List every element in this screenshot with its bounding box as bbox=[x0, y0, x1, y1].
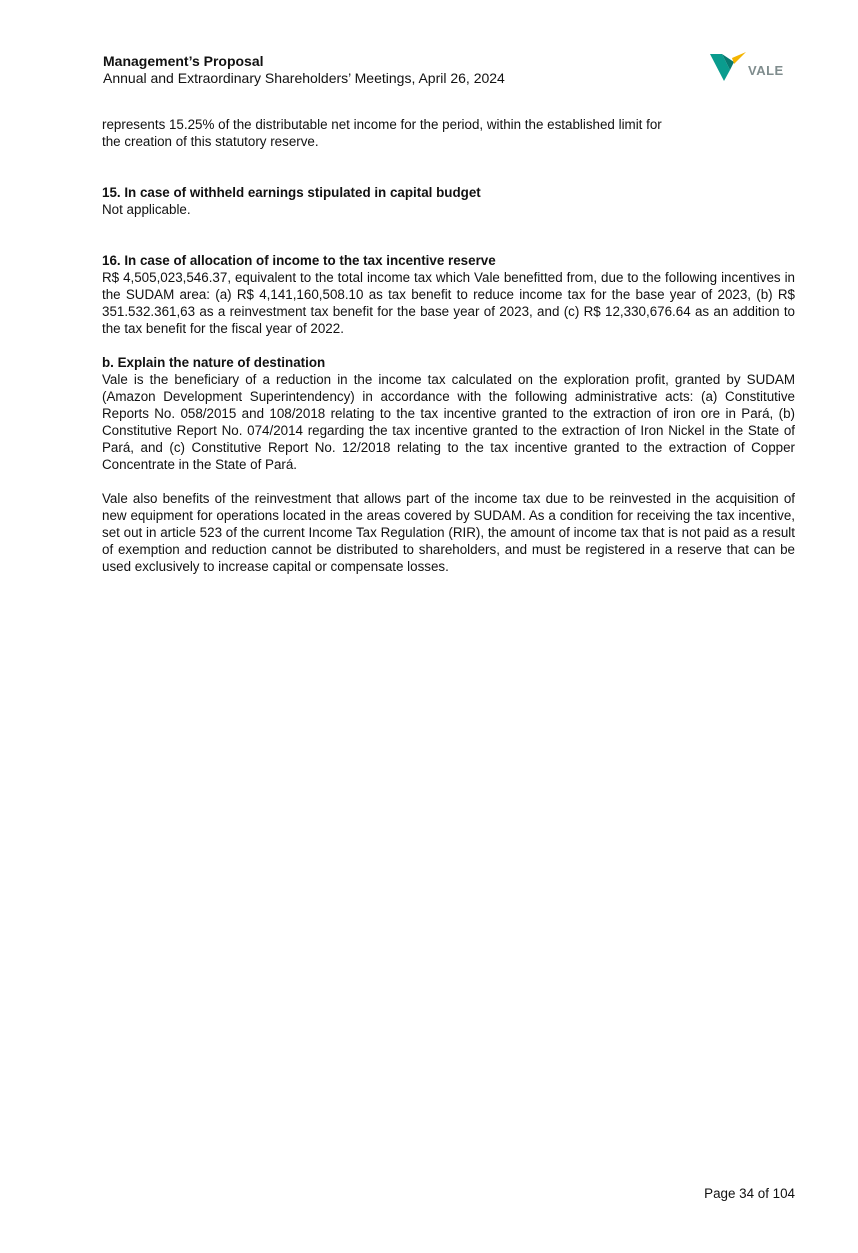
document-title: Management’s Proposal bbox=[103, 53, 264, 69]
document-subtitle: Annual and Extraordinary Shareholders’ Meetings, April 26, 2024 bbox=[103, 70, 505, 86]
section-b-paragraph-1: Vale is the beneficiary of a reduction in the income tax calculated on the exploration profit, granted by SUDAM (Amazon Development Superintendency) in accordance with the following administrative acts: (a) Constitutive Reports No. 058/2015 and 108/2018 relating to the tax incentive granted to the extraction of iron ore in Pará, (b) Constitutive Report No. 074/2014 regarding the tax incentive granted to the extraction of Iron Nickel in the State of Pará, and (c) Constitutive Report No. 12/2018 relating to the tax incentive granted to the extraction of Copper Concentrate in the State of Pará. bbox=[102, 372, 795, 472]
vale-logo-text: VALE bbox=[748, 63, 784, 78]
section-16-heading: 16. In case of allocation of income to the tax incentive reserve bbox=[102, 253, 496, 268]
section-b-paragraph-2: Vale also benefits of the reinvestment that allows part of the income tax due to be reinvested in the acquisition of new equipment for operations located in the areas covered by SUDAM. As a condition for receiving the tax incentive, set out in article 523 of the current Income Tax Regulation (RIR), the amount of income tax that is not paid as a result of exemption and reduction cannot be distributed to shareholders, and must be registered in a reserve that can be used exclusively to increase capital or compensate losses. bbox=[102, 491, 795, 574]
vale-logo-icon bbox=[708, 50, 748, 84]
section-15-body: Not applicable. bbox=[102, 202, 191, 217]
intro-line-2: the creation of this statutory reserve. bbox=[102, 134, 319, 149]
section-16-body: R$ 4,505,023,546.37, equivalent to the total income tax which Vale benefitted from, due to the following incentives in the SUDAM area: (a) R$ 4,141,160,508.10 as tax benefit to reduce income tax for the base year of 2023, (b) R$ 351.532.361,63 as a reinvestment tax benefit for the base year of 2023, and (c) R$ 12,330,676.64 as an addition to the tax benefit for the fiscal year of 2022. bbox=[102, 270, 795, 336]
section-b-heading: b. Explain the nature of destination bbox=[102, 355, 326, 370]
intro-line-1: represents 15.25% of the distributable net income for the period, within the established limit for bbox=[102, 117, 662, 132]
page-header bbox=[103, 53, 703, 87]
section-15-heading: 15. In case of withheld earnings stipulated in capital budget bbox=[102, 185, 481, 200]
document-body bbox=[102, 116, 795, 575]
page-number: Page 34 of 104 bbox=[704, 1186, 795, 1201]
vale-logo bbox=[708, 50, 798, 86]
